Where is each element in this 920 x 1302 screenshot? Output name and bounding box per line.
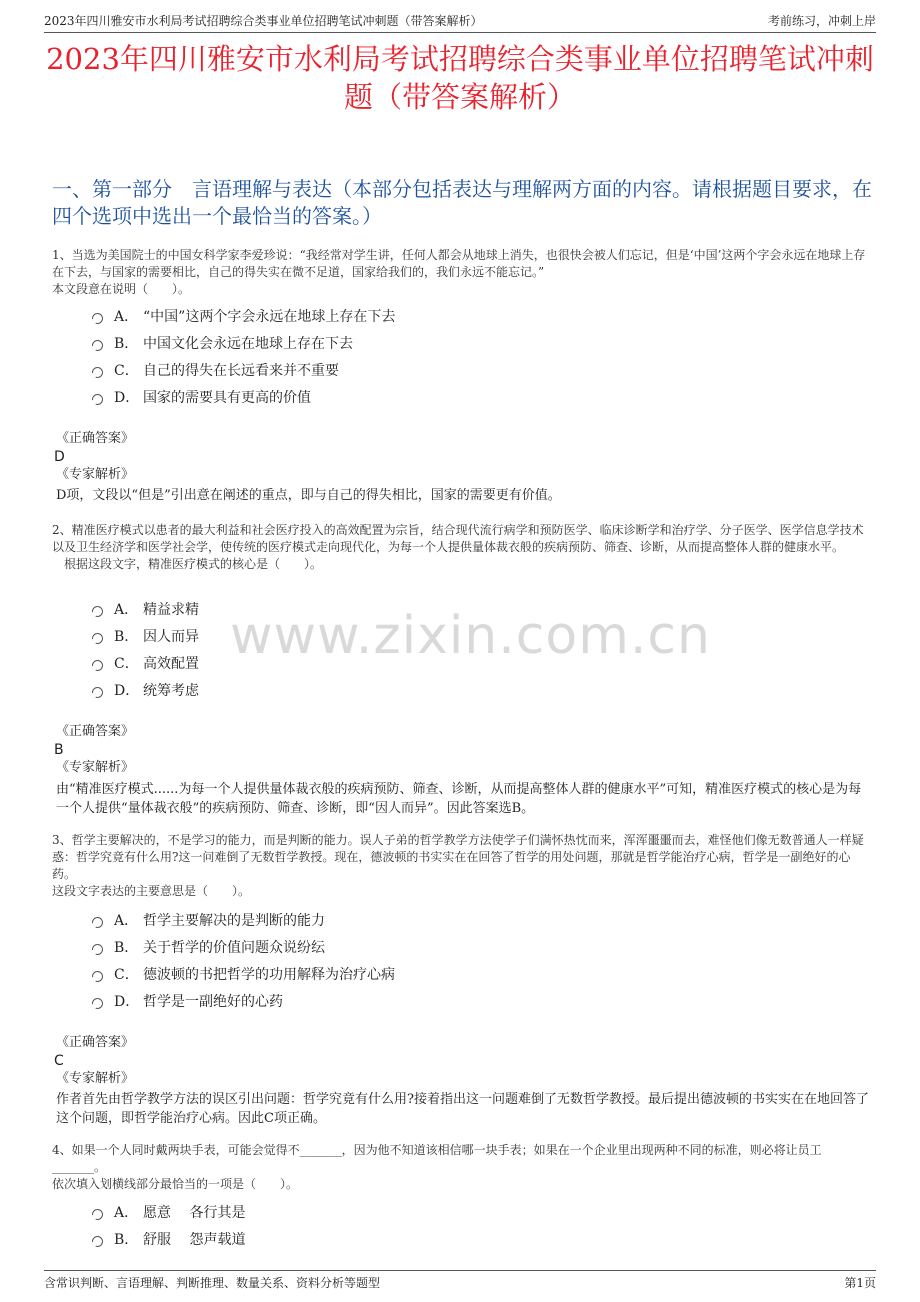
analysis-text: 作者首先由哲学教学方法的误区引出问题：哲学究竟有什么用?接着指出这一问题难倒了无数哲学教授。最后提出德波顿的书实实在在地回答了这个问题，即哲学能治疗心病。因此C项正确。 bbox=[56, 1092, 869, 1126]
analysis-text: D项，文段以“但是”引出意在阐述的重点，即与自己的得失相比，国家的需要更有价值。 bbox=[56, 488, 561, 503]
radio-icon[interactable] bbox=[92, 971, 103, 982]
answer-block-3 bbox=[56, 1034, 870, 1088]
footer-note: 含常识判断、言语理解、判断推理、数量关系、资料分析等题型 bbox=[44, 1276, 381, 1290]
radio-icon[interactable] bbox=[92, 340, 103, 351]
option-text: 哲学主要解决的是判断的能力 bbox=[143, 913, 325, 929]
option-text: “中国”这两个字会永远在地球上存在下去 bbox=[143, 309, 396, 325]
question-ask: 根据这段文字，精准医疗模式的核心是（ ）。 bbox=[64, 557, 323, 571]
answer-block-2 bbox=[56, 723, 870, 777]
answer-value: C bbox=[54, 1053, 64, 1069]
header-doc-title: 2023年四川雅安市水利局考试招聘综合类事业单位招聘笔试冲刺题（带答案解析） bbox=[44, 14, 483, 28]
option-text: 德波顿的书把哲学的功用解释为治疗心病 bbox=[143, 967, 395, 983]
question-ask: 依次填入划横线部分最恰当的一项是（ ）。 bbox=[52, 1177, 299, 1191]
radio-icon[interactable] bbox=[92, 917, 103, 928]
radio-icon[interactable] bbox=[92, 1209, 103, 1220]
question-3 bbox=[52, 832, 870, 900]
radio-icon[interactable] bbox=[92, 687, 103, 698]
option-text: 因人而异 bbox=[143, 629, 199, 645]
section-title: 一、第一部分 言语理解与表达（本部分包括表达与理解两方面的内容。请根据题目要求，在四个选项中选出一个最恰当的答案。） bbox=[52, 177, 872, 228]
analysis-label: 《专家解析》 bbox=[56, 467, 135, 482]
answer-label: 《正确答案》 bbox=[56, 724, 135, 739]
question-ask: 本文段意在说明（ ）。 bbox=[52, 282, 191, 296]
radio-icon[interactable] bbox=[92, 944, 103, 955]
option-text: 中国文化会永远在地球上存在下去 bbox=[143, 336, 353, 352]
analysis-label: 《专家解析》 bbox=[56, 1071, 135, 1086]
option-text: 哲学是一副绝好的心药 bbox=[143, 994, 283, 1010]
question-stem: 4、如果一个人同时戴两块手表，可能会觉得不_______，因为他不知道该相信哪一块手表；如果在一个企业里出现两种不同的标准，则必将让员工_______。 bbox=[52, 1143, 822, 1174]
radio-icon[interactable] bbox=[92, 313, 103, 324]
document-title: 2023年四川雅安市水利局考试招聘综合类事业单位招聘笔试冲刺题（带答案解析） bbox=[46, 42, 874, 114]
option-text: 精益求精 bbox=[143, 602, 199, 618]
radio-icon[interactable] bbox=[92, 1236, 103, 1247]
radio-icon[interactable] bbox=[92, 660, 103, 671]
page-number: 第1页 bbox=[844, 1276, 876, 1290]
page-footer bbox=[44, 1270, 876, 1293]
radio-icon[interactable] bbox=[92, 606, 103, 617]
question-stem: 1、当选为美国院士的中国女科学家李爱珍说：“我经常对学生讲，任何人都会从地球上消失，也很快会被人们忘记，但是‘中国’这两个字会永远在地球上存在下去，与国家的需要相比，自己的得失实在微不足道，国家给我们的，我们永远不能忘记。” bbox=[52, 248, 866, 279]
question-4 bbox=[52, 1142, 870, 1193]
question-1 bbox=[52, 247, 870, 298]
radio-icon[interactable] bbox=[92, 633, 103, 644]
option-text: 自己的得失在长远看来并不重要 bbox=[143, 363, 339, 379]
question-stem: 2、精准医疗模式以患者的最大利益和社会医疗投入的高效配置为宗旨，结合现代流行病学和预防医学、临床诊断学和治疗学、分子医学、医学信息学技术以及卫生经济学和医学社会学，使传统的医疗模式走向现代化，为每一个人提供量体裁衣般的疾病预防、筛查、诊断，从而提高整体人群的健康水平。 bbox=[52, 523, 864, 554]
answer-value: D bbox=[54, 449, 65, 465]
watermark: www.zixin.com.cn bbox=[230, 606, 711, 666]
question-ask: 这段文字表达的主要意思是（ ）。 bbox=[52, 884, 251, 898]
analysis-label: 《专家解析》 bbox=[56, 760, 135, 775]
question-stem: 3、哲学主要解决的，不是学习的能力，而是判断的能力。误人子弟的哲学教学方法使学子们满怀热忱而来，浑浑噩噩而去，难怪他们像无数普通人一样疑惑：哲学究竟有什么用?这一问难倒了无数哲学教授。现在，德波顿的书实实在在回答了哲学的用处问题，那就是哲学能治疗心病，哲学是一副绝好的心药。 bbox=[52, 833, 864, 881]
radio-icon[interactable] bbox=[92, 367, 103, 378]
answer-label: 《正确答案》 bbox=[56, 431, 135, 446]
option-text: 舒服 怨声载道 bbox=[143, 1232, 246, 1248]
question-2 bbox=[52, 522, 870, 573]
option-text: 统筹考虑 bbox=[143, 683, 199, 699]
page-header bbox=[44, 10, 876, 33]
radio-icon[interactable] bbox=[92, 394, 103, 405]
analysis-text: 由“精准医疗模式......为每一个人提供量体裁衣般的疾病预防、筛查、诊断，从而提高整体人群的健康水平”可知，精准医疗模式的核心是为每一个人提供“量体裁衣般”的疾病预防、筛查、诊断，即“因人而异”。因此答案选B。 bbox=[56, 782, 862, 816]
option-text: 高效配置 bbox=[143, 656, 199, 672]
answer-label: 《正确答案》 bbox=[56, 1035, 135, 1050]
answer-block-1 bbox=[56, 430, 870, 484]
option-text: 国家的需要具有更高的价值 bbox=[143, 390, 311, 406]
radio-icon[interactable] bbox=[92, 998, 103, 1009]
option-text: 愿意 各行其是 bbox=[143, 1205, 246, 1221]
header-slogan: 考前练习，冲刺上岸 bbox=[767, 14, 876, 28]
option-text: 关于哲学的价值问题众说纷纭 bbox=[143, 940, 325, 956]
answer-value: B bbox=[54, 742, 64, 758]
